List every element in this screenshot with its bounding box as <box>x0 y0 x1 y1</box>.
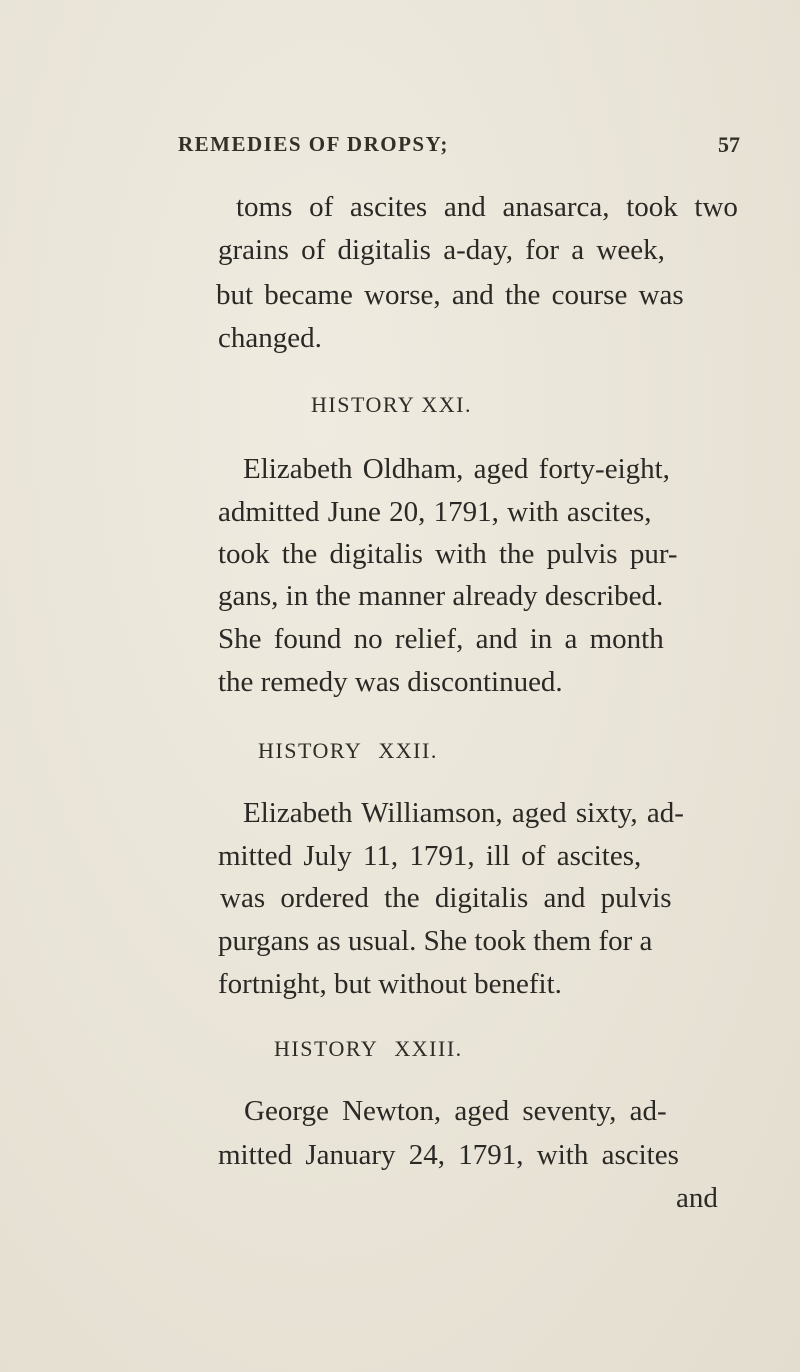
text-line: mitted January 24, 1791, with ascites <box>218 1139 679 1171</box>
text-line: gans, in the manner already described. <box>218 580 664 612</box>
text-line: She found no relief, and in a month <box>218 623 664 655</box>
text-line: George Newton, aged seventy, ad- <box>244 1095 667 1127</box>
text-line: fortnight, but without benefit. <box>218 968 562 1000</box>
text-line: purgans as usual. She took them for a <box>218 925 653 957</box>
text-line: mitted July 11, 1791, ill of ascites, <box>218 840 642 872</box>
text-line: grains of digitalis a-day, for a week, <box>218 234 665 266</box>
text-line: the remedy was discontinued. <box>218 666 563 698</box>
text-line: Elizabeth Williamson, aged sixty, ad- <box>243 797 684 829</box>
text-line: toms of ascites and anasarca, took two <box>236 191 738 223</box>
section-heading: HISTORY XXII. <box>258 738 438 763</box>
text-line: Elizabeth Oldham, aged forty-eight, <box>243 453 670 485</box>
text-line: but became worse, and the course was <box>216 279 684 311</box>
text-line: was ordered the digitalis and pulvis <box>220 882 672 914</box>
catchword: and <box>676 1182 718 1214</box>
text-line: changed. <box>218 322 322 354</box>
running-title: REMEDIES OF DROPSY; <box>178 132 449 156</box>
page-number: 57 <box>718 132 740 157</box>
section-heading: HISTORY XXI. <box>311 392 473 417</box>
text-line: took the digitalis with the pulvis pur- <box>218 538 678 570</box>
section-heading: HISTORY XXIII. <box>274 1036 463 1061</box>
text-line: admitted June 20, 1791, with ascites, <box>218 496 652 528</box>
running-head <box>178 132 738 162</box>
